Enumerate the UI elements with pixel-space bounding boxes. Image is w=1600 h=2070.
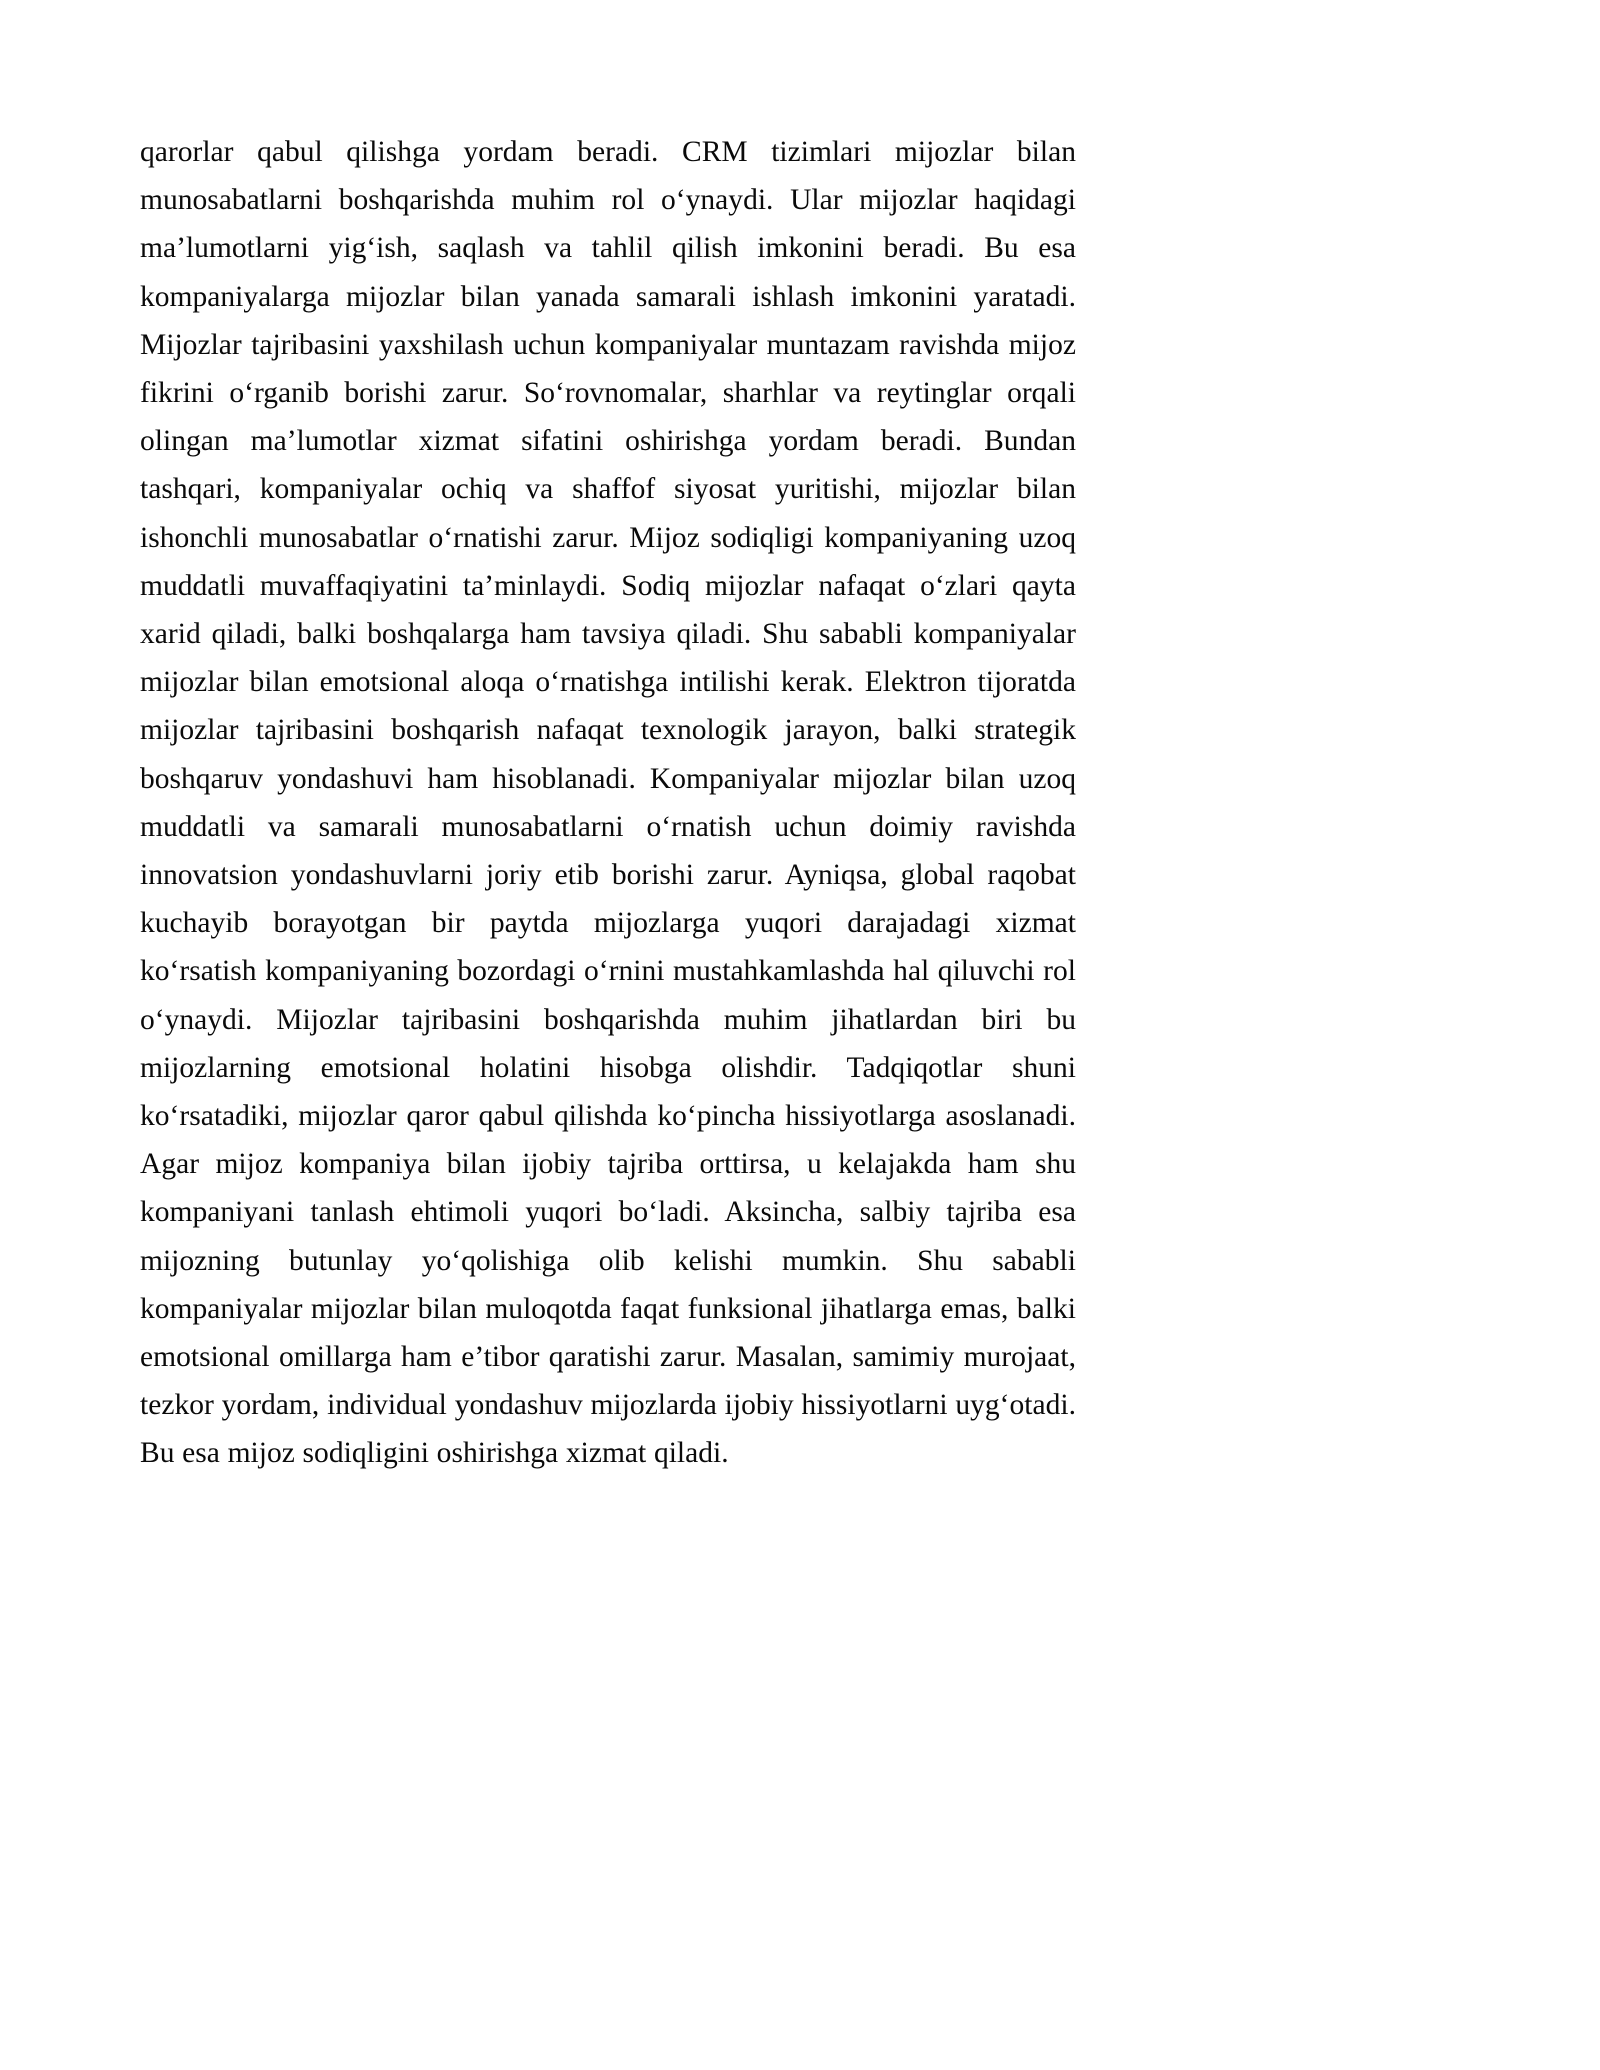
body-paragraph: qarorlar qabul qilishga yordam beradi. CRM tizimlari mijozlar bilan munosabatlarni boshqarishda muhim rol o‘ynaydi. Ular mijozlar haqidagi ma’lumotlarni yig‘ish, saqlash va tahlil qilish imkonini beradi. Bu esa kompaniyalarga mijozlar bilan yanada samarali ishlash imkonini yaratadi. Mijozlar tajribasini yaxshilash uchun kompaniyalar muntazam ravishda mijoz fikrini o‘rganib borishi zarur. So‘rovnomalar, sharhlar va reytinglar orqali olingan ma’lumotlar xizmat sifatini oshirishga yordam beradi. Bundan tashqari, kompaniyalar ochiq va shaffof siyosat yuritishi, mijozlar bilan ishonchli munosabatlar o‘rnatishi zarur. Mijoz sodiqligi kompaniyaning uzoq muddatli muvaffaqiyatini ta’minlaydi. Sodiq mijozlar nafaqat o‘zlari qayta xarid qiladi, balki boshqalarga ham tavsiya qiladi. Shu sababli kompaniyalar mijozlar bilan emotsional aloqa o‘rnatishga intilishi kerak. Elektron tijoratda mijozlar tajribasini boshqarish nafaqat texnologik jarayon, balki strategik boshqaruv yondashuvi ham hisoblanadi. Kompaniyalar mijozlar bilan uzoq muddatli va samarali munosabatlarni o‘rnatish uchun doimiy ravishda innovatsion yondashuvlarni joriy etib borishi zarur. Ayniqsa, global raqobat kuchayib borayotgan bir paytda mijozlarga yuqori darajadagi xizmat ko‘rsatish kompaniyaning bozordagi o‘rnini mustahkamlashda hal qiluvchi rol o‘ynaydi. Mijozlar tajribasini boshqarishda muhim jihatlardan biri bu mijozlarning emotsional holatini hisobga olishdir. Tadqiqotlar shuni ko‘rsatadiki, mijozlar qaror qabul qilishda ko‘pincha hissiyotlarga asoslanadi. Agar mijoz kompaniya bilan ijobiy tajriba orttirsa, u kelajakda ham shu kompaniyani tanlash ehtimoli yuqori bo‘ladi. Aksincha, salbiy tajriba esa mijozning butunlay yo‘qolishiga olib kelishi mumkin. Shu sababli kompaniyalar mijozlar bilan muloqotda faqat funksional jihatlarga emas, balki emotsional omillarga ham e’tibor qaratishi zarur. Masalan, samimiy murojaat, tezkor yordam, individual yondashuv mijozlarda ijobiy hissiyotlarni uyg‘otadi. Bu esa mijoz sodiqligini oshirishga xizmat qiladi.: [140, 136, 1076, 1470]
body-text-block: [140, 128, 1076, 1478]
